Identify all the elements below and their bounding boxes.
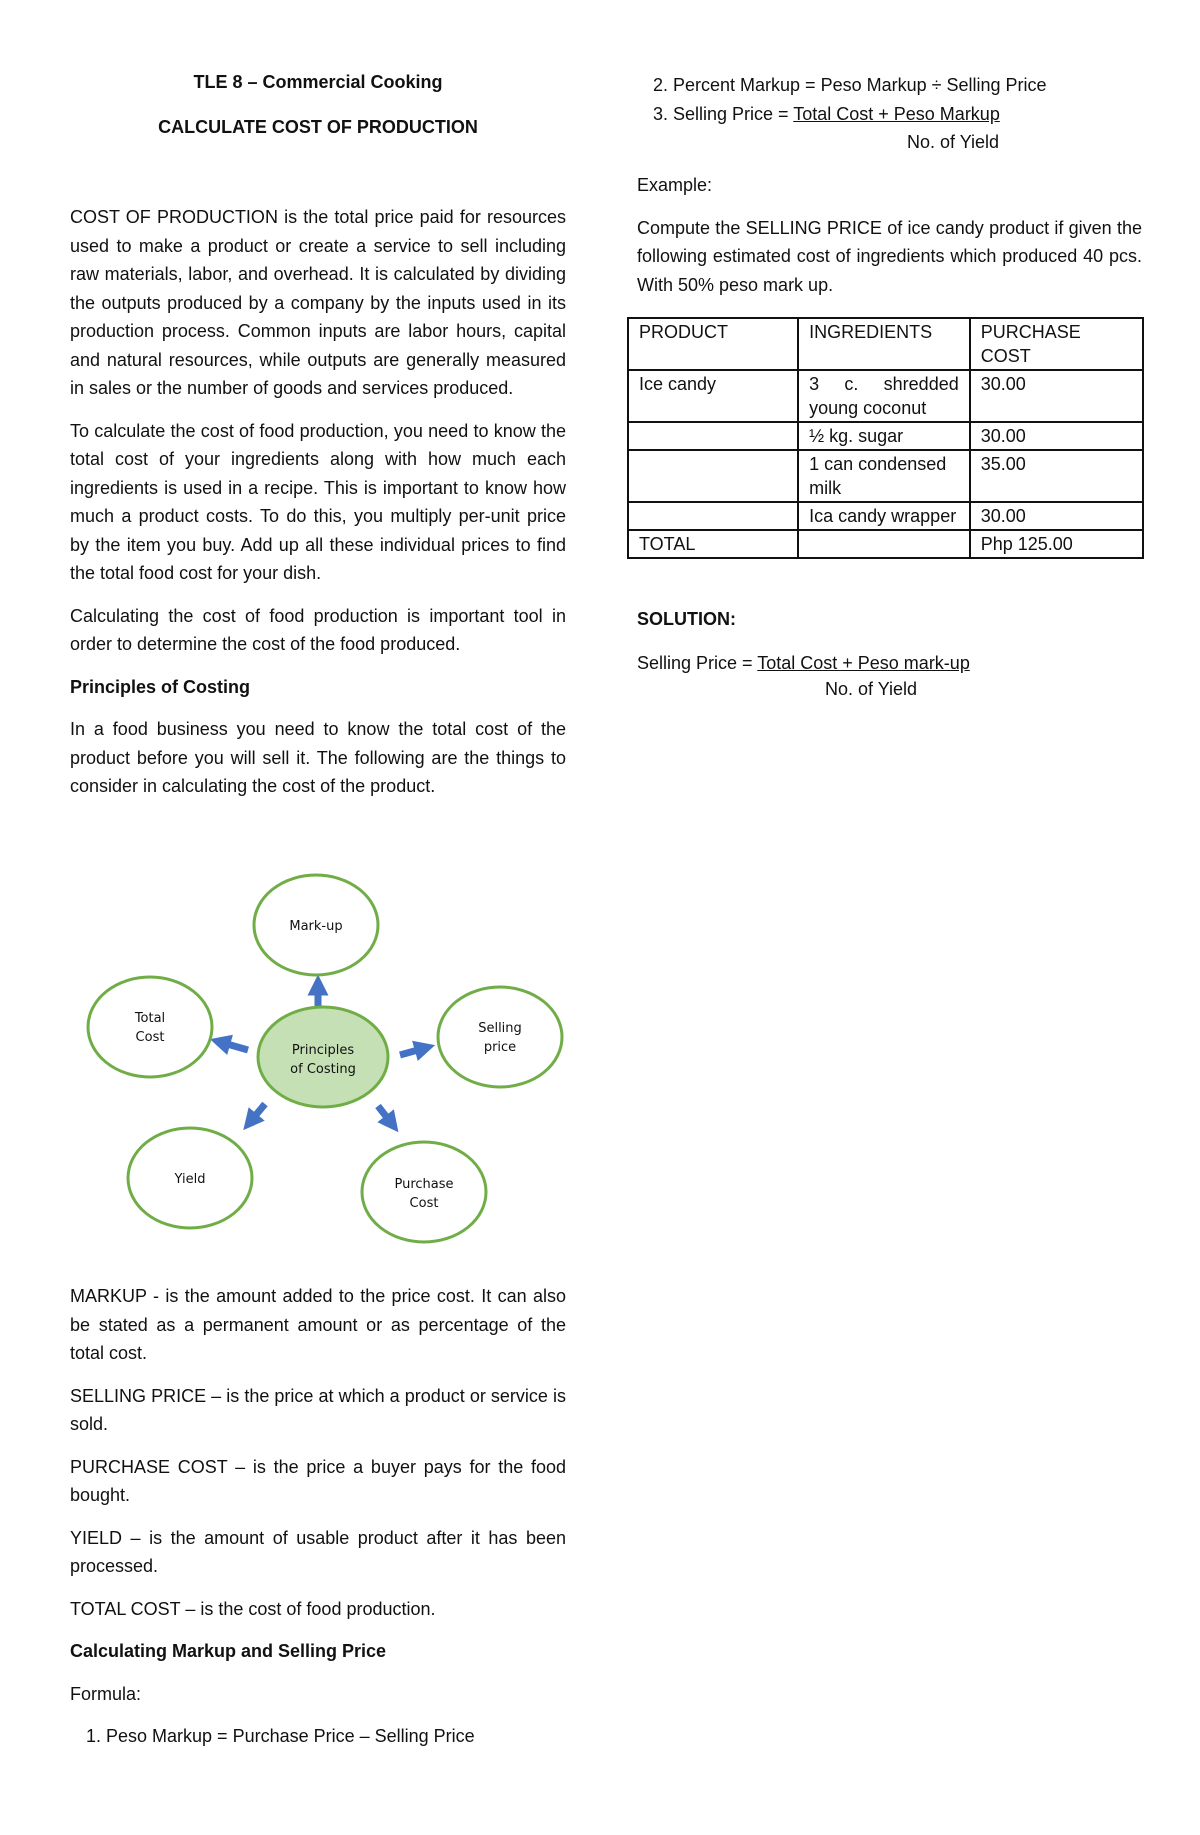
table-header-row	[628, 318, 1143, 370]
table-cell-ingredient: Ica candy wrapper	[798, 502, 970, 530]
definition-selling-price: SELLING PRICE – is the price at which a product or service is sold.	[70, 1385, 566, 1434]
total-cost-node	[88, 977, 212, 1077]
formula-item-3	[673, 100, 1142, 129]
table-total-row	[628, 530, 1143, 558]
page-title: CALCULATE COST OF PRODUCTION	[158, 117, 478, 137]
arrow-to-yield	[250, 1104, 265, 1122]
cost-table	[627, 317, 1144, 559]
table-cell-product	[628, 502, 798, 530]
table-total-label: TOTAL	[628, 530, 798, 558]
formula-3-numerator: Total Cost + Peso Markup	[793, 103, 1000, 124]
formula-list-part-2	[637, 71, 1142, 128]
solution-denominator: No. of Yield	[825, 678, 918, 699]
table-cell-product	[628, 450, 798, 502]
table-cell-ingredient: 1 can condensed milk	[798, 450, 970, 502]
purchase-cost-label-1: Purchase	[394, 1177, 454, 1192]
left-column	[70, 203, 566, 815]
table-row	[628, 450, 1143, 502]
table-header: PRODUCT	[628, 318, 798, 370]
table-total-empty	[798, 530, 970, 558]
example-text: Compute the SELLING PRICE of ice candy product if given the following estimated cost of ingredients which produced 40 pcs. With 50% peso mark up.	[637, 217, 1142, 295]
arrow-to-total-cost	[220, 1042, 248, 1050]
example-section	[637, 171, 1142, 315]
formula-label: Formula:	[70, 1683, 142, 1704]
right-column	[637, 71, 1142, 152]
selling-price-label-2: price	[483, 1040, 517, 1055]
solution-heading: SOLUTION:	[637, 609, 736, 629]
table-cell-cost: 35.00	[970, 450, 1143, 502]
principles-of-costing-diagram	[70, 870, 590, 1255]
markup-label: Mark-up	[289, 919, 343, 934]
formula-list-part-1	[70, 1722, 566, 1751]
table-row	[628, 422, 1143, 450]
table-row	[628, 370, 1143, 422]
definition-yield: YIELD – is the amount of usable product after it has been processed.	[70, 1527, 566, 1576]
example-label: Example:	[637, 175, 713, 195]
table-cell-cost: 30.00	[970, 370, 1143, 422]
arrow-to-purchase-cost	[378, 1106, 392, 1124]
definitions-section	[70, 1282, 566, 1751]
table-header: INGREDIENTS	[798, 318, 970, 370]
arrow-to-selling-price	[400, 1048, 425, 1055]
table-header: PURCHASE COST	[970, 318, 1143, 370]
solution-numerator: Total Cost + Peso mark-up	[757, 652, 970, 673]
purchase-cost-node	[362, 1142, 486, 1242]
table-cell-ingredient: ½ kg. sugar	[798, 422, 970, 450]
formula-3-denominator: No. of Yield	[907, 132, 1000, 152]
intro-paragraph-1: COST OF PRODUCTION is the total price paid for resources used to make a product or create a service to sell including raw materials, labor, and overhead. It is calculated by dividing the outputs produced by a company by the inputs used in its production process. Common inputs are labor hours, capital and natural resources, while outputs are generally measured in sales or the number of goods and services produced.	[70, 207, 566, 398]
intro-paragraph-2: To calculate the cost of food production, you need to know the total cost of your ingredients along with how much each ingredients is used in a recipe. This is important to know how much a product costs. To do this, you multiply per-unit price by the item you buy. Add up all these individual prices to find the total food cost for your dish.	[70, 420, 566, 583]
solution-formula	[637, 650, 1142, 676]
total-cost-label-2: Cost	[135, 1030, 165, 1045]
intro-paragraph-3: Calculating the cost of food production is important tool in order to determine the cost of the food produced.	[70, 605, 566, 654]
purchase-cost-label-2: Cost	[409, 1196, 439, 1211]
course-title: TLE 8 – Commercial Cooking	[193, 72, 443, 92]
table-cell-ingredient: 3 c. shredded young coconut	[798, 370, 970, 422]
definition-markup: MARKUP - is the amount added to the price cost. It can also be stated as a permanent amount or as percentage of the total cost.	[70, 1286, 566, 1363]
formula-3-prefix: Selling Price =	[673, 103, 794, 124]
table-cell-cost: 30.00	[970, 422, 1143, 450]
table-cell-cost: 30.00	[970, 502, 1143, 530]
table-cell-product: Ice candy	[628, 370, 798, 422]
formula-item-1: 1. Peso Markup = Purchase Price – Selling Price	[106, 1722, 566, 1751]
principles-heading: Principles of Costing	[70, 676, 251, 697]
table-cell-product	[628, 422, 798, 450]
solution-section	[637, 605, 1142, 702]
solution-prefix: Selling Price =	[637, 652, 758, 673]
cost-table-wrapper	[627, 317, 1144, 559]
center-label-1: Principles	[291, 1043, 355, 1058]
selling-price-label-1: Selling	[478, 1021, 522, 1036]
definition-purchase-cost: PURCHASE COST – is the price a buyer pays for the food bought.	[70, 1456, 566, 1505]
selling-price-node	[438, 987, 562, 1087]
center-label-2: of Costing	[290, 1062, 356, 1077]
principles-paragraph: In a food business you need to know the total cost of the product before you will sell it. The following are the things to consider in calculating the cost of the product.	[70, 719, 566, 796]
total-cost-label-1: Total	[134, 1011, 166, 1026]
table-total-value: Php 125.00	[970, 530, 1143, 558]
formula-item-2: 2. Percent Markup = Peso Markup ÷ Selling Price	[673, 71, 1142, 100]
yield-label: Yield	[174, 1172, 206, 1187]
formula-heading: Calculating Markup and Selling Price	[70, 1641, 387, 1661]
table-row	[628, 502, 1143, 530]
definition-total-cost: TOTAL COST – is the cost of food production.	[70, 1598, 436, 1619]
